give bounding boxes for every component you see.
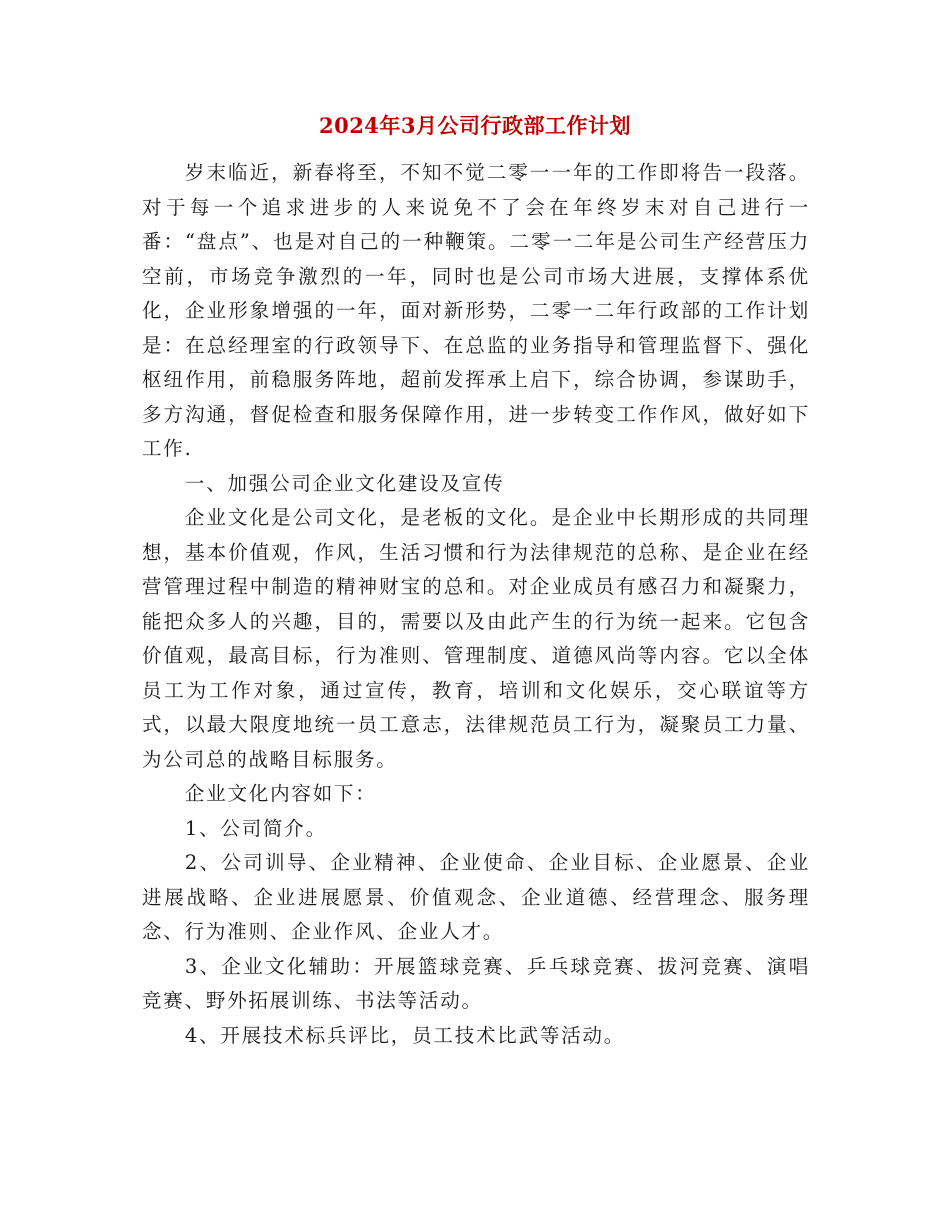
list-item-2: 2、公司训导、企业精神、企业使命、企业目标、企业愿景、企业进展战略、企业进展愿景、价值观念、企业道德、经营理念、服务理念、行为准则、企业作风、企业人才。 xyxy=(142,851,810,943)
list-item-3: 3、企业文化辅助：开展篮球竞赛、乒乓球竞赛、拔河竞赛、演唱竞赛、野外拓展训练、书法等活动。 xyxy=(142,954,810,1012)
paragraph-culture-definition: 企业文化是公司文化，是老板的文化。是企业中长期形成的共同理想，基本价值观，作风，生活习惯和行为法律规范的总称、是企业在经营管理过程中制造的精神财宝的总和。对企业成员有感召力和凝聚力，能把众多人的兴趣，目的，需要以及由此产生的行为统一起来。它包含价值观，最高目标，行为准则、管理制度、道德风尚等内容。它以全体员工为工作对象，通过宣传，教育，培训和文化娱乐，交心联谊等方式，以最大限度地统一员工意志，法律规范员工行为，凝聚员工力量、为公司总的战略目标服务。 xyxy=(142,506,810,771)
section-heading-culture: 一、加强公司企业文化建设及宣传 xyxy=(184,471,505,495)
document-title: 2024年3月公司行政部工作计划 xyxy=(318,113,632,138)
paragraph-culture-content-intro: 企业文化内容如下： xyxy=(184,782,377,805)
list-item-4: 4、开展技术标兵评比，员工技术比武等活动。 xyxy=(184,1023,626,1047)
list-item-1: 1、公司简介。 xyxy=(184,816,327,840)
document-body xyxy=(142,156,810,1053)
paragraph-intro: 岁末临近，新春将至，不知不觉二零一一年的工作即将告一段落。对于每一个追求进步的人来说免不了会在年终岁末对自己进行一番：“盘点”、也是对自己的一种鞭策。二零一二年是公司生产经营压力空前，市场竞争激烈的一年，同时也是公司市场大进展，支撑体系优化，企业形象增强的一年，面对新形势，二零一二年行政部的工作计划是：在总经理室的行政领导下、在总监的业务指导和管理监督下、强化枢纽作用，前稳服务阵地，超前发挥承上启下，综合协调，参谋助手，多方沟通，督促检查和服务保障作用，进一步转变工作作风，做好如下工作. xyxy=(142,161,810,460)
